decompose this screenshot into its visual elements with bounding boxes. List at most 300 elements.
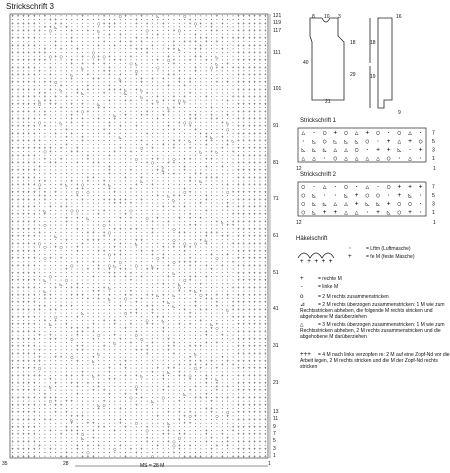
svg-text:○: ○ (91, 51, 95, 57)
svg-text:+: + (97, 374, 101, 380)
svg-text:+: + (263, 58, 267, 64)
svg-text:+: + (32, 124, 36, 130)
svg-text:+: + (156, 194, 160, 200)
svg-text:+: + (140, 47, 144, 53)
svg-text:○: ○ (38, 241, 41, 247)
svg-text:+: + (204, 333, 208, 339)
svg-text:+: + (11, 278, 15, 284)
svg-text:+: + (194, 223, 197, 229)
svg-text:○: ○ (59, 54, 63, 60)
svg-text:+: + (129, 289, 133, 295)
svg-text:◺: ◺ (108, 285, 111, 291)
svg-text:+: + (48, 25, 52, 31)
svg-text:+: + (32, 168, 36, 174)
svg-text:+: + (16, 293, 20, 299)
svg-text:+: + (16, 36, 20, 42)
svg-text:+: + (140, 296, 144, 302)
svg-text:+: + (102, 62, 106, 68)
svg-text:+: + (188, 289, 192, 295)
svg-text:+: + (237, 315, 240, 321)
svg-text:◺: ◺ (91, 359, 95, 365)
svg-text:+: + (172, 62, 176, 68)
chart3-row-label: 117 (273, 27, 281, 34)
svg-text:◺: ◺ (140, 374, 144, 380)
chart3-title: Strickschrift 3 (6, 2, 55, 11)
svg-text:+: + (54, 131, 58, 137)
svg-text:+: + (70, 36, 74, 42)
chart3-row-label: 7 (273, 431, 276, 438)
svg-text:+: + (258, 58, 262, 64)
svg-text:+: + (237, 271, 240, 277)
svg-text:○: ○ (134, 333, 138, 339)
svg-text:+: + (11, 337, 15, 343)
svg-text:+: + (204, 341, 208, 347)
svg-text:+: + (86, 87, 90, 93)
svg-text:+: + (220, 65, 224, 71)
svg-text:+: + (11, 21, 15, 27)
svg-text:+: + (27, 175, 31, 181)
svg-text:○: ○ (97, 333, 101, 339)
svg-text:○: ○ (43, 256, 47, 262)
svg-text:+: + (16, 271, 20, 277)
svg-text:+: + (188, 21, 192, 27)
svg-text:+: + (220, 135, 224, 141)
svg-text:+: + (140, 80, 144, 86)
svg-text:+: + (177, 216, 181, 222)
svg-text:+: + (22, 344, 25, 350)
chart3-row-label: 111 (273, 49, 281, 56)
svg-text:+: + (91, 337, 95, 343)
svg-text:+: + (145, 352, 149, 358)
svg-text:+: + (247, 249, 251, 255)
chart3-bottom-right-label: 1 (268, 461, 271, 467)
svg-text:+: + (258, 337, 262, 343)
svg-text:+: + (258, 278, 262, 284)
svg-text:+: + (124, 267, 127, 273)
svg-text:+: + (97, 385, 101, 391)
svg-text:+: + (237, 21, 240, 27)
svg-text:+: + (237, 95, 240, 101)
svg-text:+: + (210, 230, 213, 236)
svg-text:+: + (263, 21, 267, 27)
svg-text:◺: ◺ (183, 98, 187, 104)
svg-text:+: + (27, 381, 31, 387)
svg-text:+: + (32, 153, 36, 159)
svg-text:+: + (108, 21, 111, 27)
svg-text:+: + (11, 307, 15, 313)
svg-text:+: + (242, 36, 246, 42)
svg-text:+: + (156, 58, 160, 64)
svg-text:+: + (22, 315, 25, 321)
svg-text:+: + (183, 186, 187, 192)
svg-text:+: + (48, 150, 52, 156)
chart3-row-label: 91 (273, 122, 279, 129)
svg-text:+: + (113, 271, 117, 277)
svg-text:+: + (156, 216, 160, 222)
svg-text:+: + (86, 175, 90, 181)
svg-text:+: + (32, 190, 36, 196)
svg-text:◺: ◺ (204, 238, 208, 244)
svg-text:+: + (124, 359, 127, 365)
svg-text:+: + (16, 307, 20, 313)
svg-text:+: + (43, 98, 47, 104)
svg-text:+: + (86, 267, 90, 273)
svg-text:+: + (231, 95, 235, 101)
svg-text:+: + (247, 285, 251, 291)
svg-text:+: + (199, 289, 203, 295)
svg-text:+: + (204, 157, 208, 163)
svg-text:+: + (11, 146, 15, 152)
svg-text:+: + (247, 388, 251, 394)
svg-text:+: + (70, 102, 74, 108)
svg-text:+: + (258, 73, 262, 79)
svg-text:+: + (16, 205, 20, 211)
svg-text:+: + (43, 304, 47, 310)
chart1-bottom-right: 1 (433, 166, 436, 172)
svg-text:+: + (145, 36, 149, 42)
svg-text:◺: ◺ (113, 341, 117, 347)
svg-text:+: + (118, 363, 122, 369)
svg-text:+: + (188, 245, 192, 251)
svg-text:+: + (38, 179, 41, 185)
svg-text:+: + (75, 216, 79, 222)
svg-text:+: + (38, 58, 41, 64)
svg-text:+: + (204, 58, 208, 64)
svg-text:+: + (183, 245, 187, 251)
svg-text:+: + (75, 87, 79, 93)
svg-text:+: + (177, 260, 181, 266)
svg-text:+: + (220, 355, 224, 361)
svg-text:+: + (59, 304, 63, 310)
svg-text:+: + (54, 355, 58, 361)
svg-text:+: + (97, 249, 101, 255)
svg-text:+: + (247, 241, 251, 247)
svg-text:+: + (253, 322, 256, 328)
svg-text:+: + (97, 238, 101, 244)
svg-text:+: + (210, 296, 213, 302)
svg-text:+: + (263, 29, 267, 35)
svg-text:+: + (48, 80, 52, 86)
svg-text:+: + (188, 344, 192, 350)
svg-text:+: + (27, 374, 31, 380)
svg-text:+: + (38, 348, 41, 354)
svg-text:+: + (253, 205, 256, 211)
svg-text:+: + (134, 348, 138, 354)
svg-text:+: + (145, 109, 149, 115)
svg-text:+: + (134, 183, 138, 189)
svg-text:○: ○ (145, 318, 149, 324)
svg-text:+: + (32, 307, 36, 313)
svg-text:+: + (22, 263, 25, 269)
svg-text:+: + (75, 161, 79, 167)
svg-text:+: + (177, 374, 181, 380)
svg-text:+: + (247, 374, 251, 380)
svg-text:+: + (204, 241, 208, 247)
svg-text:+: + (16, 58, 20, 64)
svg-text:+: + (161, 21, 165, 27)
svg-text:+: + (134, 374, 138, 380)
svg-text:+: + (199, 359, 203, 365)
svg-text:+: + (70, 179, 74, 185)
svg-text:+: + (97, 161, 101, 167)
svg-text:+: + (210, 326, 213, 332)
svg-text:+: + (263, 307, 267, 313)
svg-text:+: + (263, 36, 267, 42)
svg-text:+: + (11, 227, 15, 233)
svg-text:○: ○ (70, 263, 74, 269)
svg-text:+: + (215, 65, 219, 71)
svg-text:+: + (226, 139, 230, 145)
svg-text:+: + (102, 69, 106, 75)
svg-text:+: + (91, 230, 95, 236)
svg-text:+: + (91, 260, 95, 266)
svg-text:+: + (237, 212, 240, 218)
svg-text:+: + (247, 219, 251, 225)
svg-text:+: + (242, 197, 246, 203)
crochet-diagram (296, 244, 336, 264)
svg-text:+: + (258, 36, 262, 42)
svg-text:+: + (151, 76, 154, 82)
svg-text:+: + (108, 370, 111, 376)
svg-text:+: + (118, 124, 122, 130)
svg-text:○: ○ (102, 223, 106, 229)
legend-item-rechte: + = rechte M (300, 275, 342, 282)
svg-text:+: + (231, 36, 235, 42)
svg-text:+: + (258, 366, 262, 372)
svg-text:+: + (65, 216, 68, 222)
svg-text:+: + (48, 98, 52, 104)
svg-text:+: + (247, 21, 251, 27)
svg-text:+: + (22, 190, 25, 196)
svg-text:○: ○ (43, 245, 47, 251)
svg-text:+: + (258, 381, 262, 387)
svg-text:+: + (134, 238, 138, 244)
svg-text:+: + (32, 293, 36, 299)
svg-text:+: + (242, 300, 246, 306)
svg-text:+: + (226, 359, 230, 365)
svg-text:+: + (258, 322, 262, 328)
svg-text:+: + (188, 355, 192, 361)
svg-text:+: + (134, 330, 138, 336)
svg-text:+: + (11, 219, 15, 225)
svg-text:+: + (253, 168, 256, 174)
dim-19: 19 (370, 74, 376, 80)
svg-text:+: + (145, 131, 149, 137)
svg-text:+: + (32, 249, 36, 255)
svg-text:+: + (161, 252, 165, 258)
svg-text:+: + (48, 337, 52, 343)
svg-text:+: + (70, 293, 74, 299)
svg-text:+: + (108, 172, 111, 178)
legend-item-ueberzogen: ⊿ = 2 M rechts überzogen zusammenstricken: 1 M wie zum Rechtsstricken abheben, die folgende M rechts stricken und abgehobene M darüberziehen (300, 301, 445, 320)
svg-text:+: + (48, 102, 52, 108)
svg-text:+: + (247, 117, 251, 123)
svg-text:+: + (11, 183, 15, 189)
svg-text:+: + (204, 139, 208, 145)
svg-text:+: + (258, 315, 262, 321)
svg-text:+: + (27, 307, 31, 313)
svg-text:+: + (151, 304, 154, 310)
svg-text:+: + (22, 227, 25, 233)
svg-text:○: ○ (183, 241, 187, 247)
svg-text:+: + (134, 300, 138, 306)
svg-text:+: + (258, 21, 262, 27)
svg-text:+: + (226, 113, 230, 119)
svg-text:+: + (194, 363, 197, 369)
svg-text:+: + (188, 322, 192, 328)
svg-text:+: + (177, 120, 181, 126)
svg-text:+: + (172, 128, 176, 134)
svg-text:+: + (118, 40, 122, 46)
svg-text:+: + (113, 245, 117, 251)
svg-text:+: + (27, 197, 31, 203)
svg-text:+: + (32, 359, 36, 365)
svg-text:+: + (151, 183, 154, 189)
svg-text:+: + (247, 256, 251, 262)
svg-text:+: + (258, 205, 262, 211)
svg-text:+: + (16, 124, 20, 130)
svg-text:+: + (102, 318, 106, 324)
svg-text:○: ○ (194, 21, 197, 27)
svg-text:+: + (22, 29, 25, 35)
svg-text:+: + (247, 227, 251, 233)
svg-text:+: + (188, 260, 192, 266)
svg-text:+: + (48, 146, 52, 152)
svg-text:+: + (48, 256, 52, 262)
svg-text:○: ○ (177, 29, 181, 35)
svg-text:+: + (27, 131, 31, 137)
svg-text:+: + (91, 289, 95, 295)
svg-text:+: + (183, 260, 187, 266)
svg-text:+: + (194, 300, 197, 306)
svg-text:+: + (97, 267, 101, 273)
chart3-row-label: 101 (273, 86, 282, 93)
svg-text:○: ○ (156, 256, 160, 262)
svg-text:+: + (27, 139, 31, 145)
svg-text:+: + (48, 293, 52, 299)
svg-text:+: + (129, 43, 133, 49)
svg-text:+: + (263, 374, 267, 380)
svg-text:+: + (140, 14, 144, 20)
svg-text:+: + (210, 267, 213, 273)
svg-text:+: + (91, 274, 95, 280)
dim-sleeve-18: 18 (370, 40, 376, 46)
svg-text:+: + (177, 194, 181, 200)
svg-text:+: + (247, 359, 251, 365)
svg-text:+: + (102, 388, 106, 394)
svg-text:+: + (129, 311, 133, 317)
svg-text:◺: ◺ (65, 183, 68, 189)
svg-text:+: + (11, 241, 15, 247)
svg-text:◺: ◺ (151, 263, 154, 269)
svg-text:○: ○ (183, 120, 187, 126)
svg-text:○: ○ (70, 355, 74, 361)
svg-text:+: + (16, 29, 20, 35)
svg-text:+: + (247, 263, 251, 269)
svg-text:+: + (156, 95, 160, 101)
svg-text:+: + (16, 366, 20, 372)
svg-text:+: + (81, 139, 84, 145)
svg-text:+: + (167, 124, 170, 130)
svg-text:+: + (237, 65, 240, 71)
svg-text:+: + (145, 267, 149, 273)
svg-text:+: + (188, 18, 192, 24)
svg-text:+: + (204, 234, 208, 240)
svg-text:+: + (22, 73, 25, 79)
svg-text:+: + (263, 197, 267, 203)
svg-text:+: + (210, 139, 213, 145)
svg-text:○: ○ (38, 183, 41, 189)
svg-text:+: + (210, 29, 213, 35)
svg-text:○: ○ (124, 311, 127, 317)
svg-text:+: + (108, 366, 111, 372)
svg-text:+: + (70, 120, 74, 126)
svg-text:+: + (97, 212, 101, 218)
svg-text:+: + (75, 333, 79, 339)
svg-text:+: + (151, 370, 154, 376)
svg-text:+: + (167, 366, 170, 372)
svg-text:○: ○ (81, 183, 84, 189)
svg-text:+: + (140, 40, 144, 46)
svg-text:◺: ◺ (215, 377, 219, 383)
svg-text:+: + (86, 179, 90, 185)
svg-text:+: + (183, 95, 187, 101)
svg-text:◺: ◺ (54, 234, 58, 240)
svg-text:+: + (242, 139, 246, 145)
svg-text:+: + (161, 172, 165, 178)
svg-text:+: + (258, 307, 262, 313)
svg-text:+: + (263, 131, 267, 137)
svg-text:+: + (247, 109, 251, 115)
svg-text:+: + (204, 208, 208, 214)
svg-text:+: + (16, 322, 20, 328)
svg-text:+: + (113, 252, 117, 258)
svg-text:+: + (38, 374, 41, 380)
svg-text:+: + (145, 91, 149, 97)
svg-text:+: + (263, 146, 267, 152)
svg-text:◺: ◺ (134, 62, 138, 68)
svg-text:+: + (27, 80, 31, 86)
svg-text:◺: ◺ (118, 135, 122, 141)
svg-text:+: + (263, 234, 267, 240)
svg-text:+: + (237, 388, 240, 394)
svg-text:+: + (210, 113, 213, 119)
svg-text:+: + (22, 102, 25, 108)
svg-text:+: + (231, 219, 235, 225)
svg-text:+: + (172, 172, 176, 178)
svg-text:+: + (22, 271, 25, 277)
svg-text:+: + (161, 374, 165, 380)
svg-text:+: + (140, 197, 144, 203)
svg-text:+: + (113, 190, 117, 196)
svg-text:+: + (258, 102, 262, 108)
svg-text:+: + (242, 352, 246, 358)
svg-text:+: + (32, 256, 36, 262)
svg-text:+: + (32, 109, 36, 115)
svg-text:+: + (237, 36, 240, 42)
svg-text:+: + (263, 117, 267, 123)
svg-text:+: + (258, 80, 262, 86)
svg-text:+: + (194, 47, 197, 53)
svg-text:+: + (102, 91, 106, 97)
svg-text:+: + (253, 388, 256, 394)
svg-text:+: + (81, 348, 84, 354)
svg-text:○: ○ (129, 62, 133, 68)
svg-text:+: + (11, 87, 15, 93)
svg-text:+: + (151, 252, 154, 258)
svg-text:◺: ◺ (48, 385, 52, 391)
svg-text:+: + (81, 197, 84, 203)
